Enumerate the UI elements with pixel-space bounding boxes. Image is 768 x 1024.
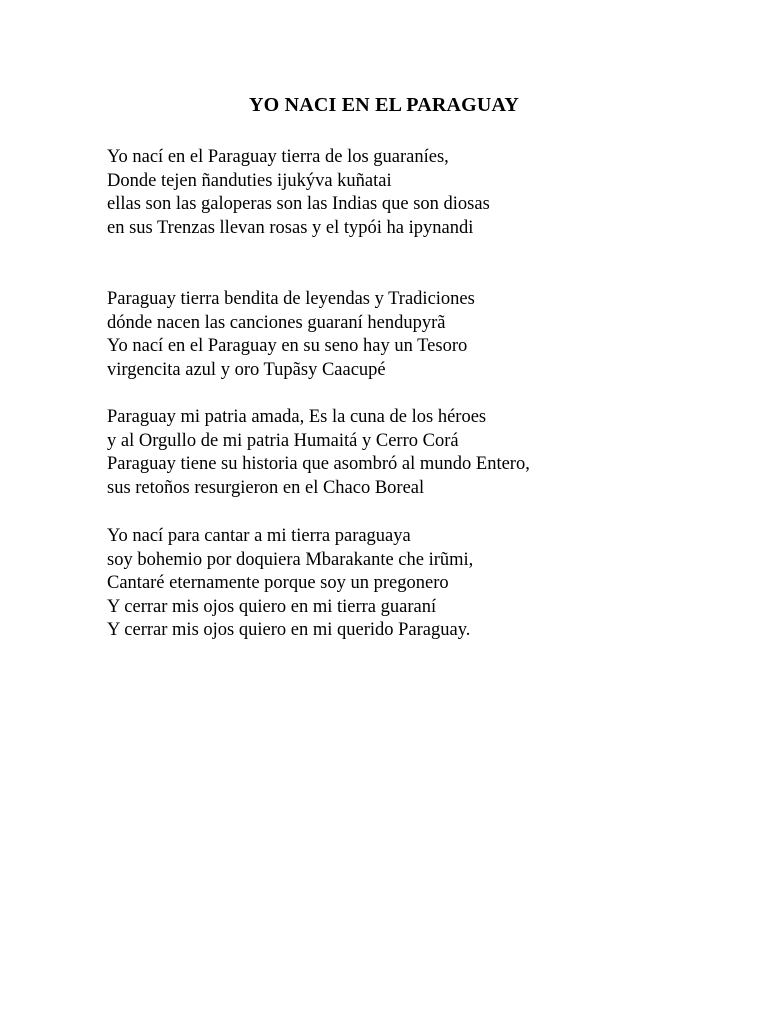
poem-line: Yo nací en el Paraguay tierra de los guaraníes, xyxy=(107,147,449,167)
poem-line: Paraguay tiene su historia que asombró al mundo Entero, xyxy=(107,454,530,474)
poem-line: Y cerrar mis ojos quiero en mi tierra guaraní xyxy=(107,596,437,617)
poem-line: soy bohemio por doquiera Mbarakante che irũmi, xyxy=(107,549,474,570)
poem-line: dónde nacen las canciones guaraní hendupyrã xyxy=(107,312,446,333)
stanza-3 xyxy=(107,406,727,500)
poem-line: virgencita azul y oro Tupãsy Caacupé xyxy=(107,359,386,380)
poem-line: Paraguay mi patria amada, Es la cuna de los héroes xyxy=(107,407,487,427)
stanza-4 xyxy=(107,525,727,643)
poem-line: sus retoños resurgieron en el Chaco Boreal xyxy=(107,477,425,498)
poem-line: ellas son las galoperas son las Indias que son diosas xyxy=(107,194,490,214)
poem-line: Y cerrar mis ojos quiero en mi querido Paraguay. xyxy=(107,620,471,640)
poem-line: Donde tejen ñanduties ijukýva kuñatai xyxy=(107,170,392,191)
poem-line: en sus Trenzas llevan rosas y el typói ha ipynandi xyxy=(107,217,474,238)
poem-line: Cantaré eternamente porque soy un pregonero xyxy=(107,573,449,593)
stanza-1 xyxy=(107,146,727,240)
poem-line: y al Orgullo de mi patria Humaitá y Cerro Corá xyxy=(107,430,459,451)
poem-line: Yo nací en el Paraguay en su seno hay un Tesoro xyxy=(107,336,468,356)
poem-line: Paraguay tierra bendita de leyendas y Tradiciones xyxy=(107,289,475,309)
poem-title: YO NACI EN EL PARAGUAY xyxy=(249,94,519,116)
poem-line: Yo nací para cantar a mi tierra paraguaya xyxy=(107,526,411,546)
stanza-2 xyxy=(107,288,727,382)
